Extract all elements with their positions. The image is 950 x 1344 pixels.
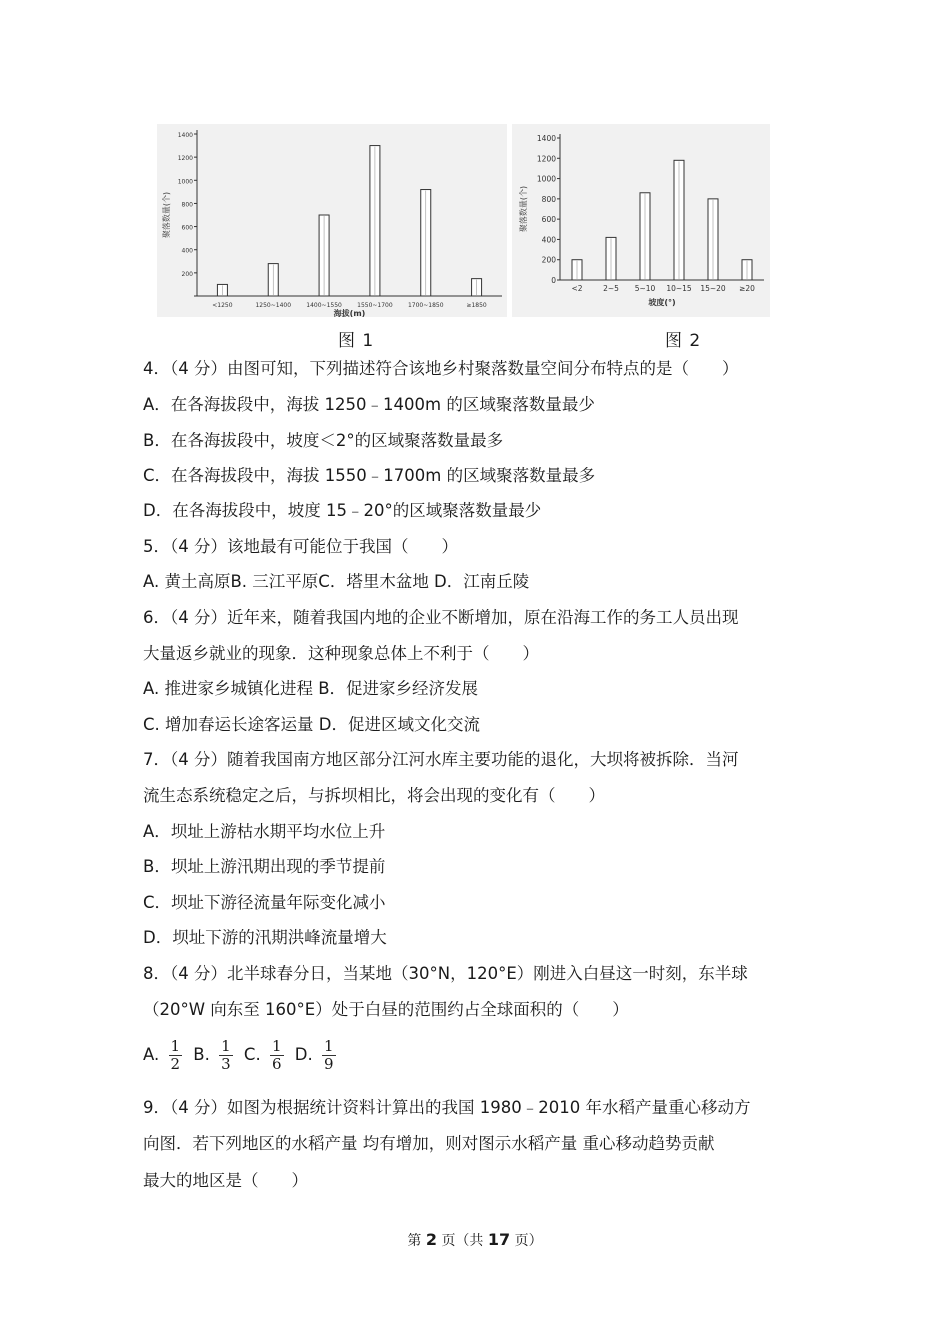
q9-stem-line3: 最大的地区是（ ）	[143, 1171, 308, 1190]
y-axis-label: 聚落数量(个)	[162, 191, 171, 239]
y-axis-label: 聚落数量(个)	[519, 185, 528, 233]
q6-stem-line1: 6．（4 分）近年来，随着我国内地的企业不断增加，原在沿海工作的务工人员出现	[143, 608, 739, 627]
figure-2-chart	[512, 124, 770, 317]
q8-option-b-fraction	[219, 1038, 233, 1073]
q8-option-a-fraction	[169, 1038, 183, 1073]
q8-option-c-numerator: 1	[271, 1037, 282, 1055]
q8-option-d-fraction	[322, 1038, 336, 1073]
x-tick-label: 2~5	[603, 284, 619, 293]
q8-option-b-numerator: 1	[221, 1037, 231, 1055]
q7-stem-line1: 7．（4 分）随着我国南方地区部分江河水库主要功能的退化，大坝将被拆除．当河	[143, 750, 739, 769]
figure-1-chart	[157, 124, 507, 317]
y-tick-label: 1400	[536, 134, 556, 143]
y-tick-label: 800	[541, 194, 556, 204]
x-axis-label: 坡度(°)	[648, 298, 676, 307]
q4-option-b: B．在各海拔段中，坡度＜2°的区域聚落数量最多	[143, 431, 504, 450]
footer-suffix: 页）	[514, 1233, 543, 1249]
q8-option-c-label: C.	[243, 1045, 261, 1064]
y-tick-label: 1000	[177, 178, 193, 186]
q6-options-ab: A. 推进家乡城镇化进程 B．促进家乡经济发展	[143, 679, 479, 698]
q4-option-c: C．在各海拔段中，海拔 1550﹣1700m 的区域聚落数量最多	[143, 466, 596, 485]
footer-prefix: 第	[407, 1233, 422, 1249]
q8-option-d-numerator: 1	[323, 1037, 334, 1055]
q8-options	[143, 1038, 342, 1073]
q8-option-b-label: B.	[193, 1045, 210, 1064]
y-tick-label: 400	[181, 247, 193, 255]
q8-option-c-fraction	[270, 1038, 284, 1073]
y-tick-label: 600	[541, 215, 556, 225]
q5-options: A. 黄土高原B. 三江平原C．塔里木盆地 D．江南丘陵	[143, 572, 530, 591]
y-tick-label: 200	[541, 255, 556, 265]
x-tick-label: <1250	[212, 302, 233, 309]
figure-1-caption: 图 1	[338, 331, 375, 351]
q7-option-b: B．坝址上游汛期出现的季节提前	[143, 857, 386, 876]
x-tick-label: ≥1850	[466, 302, 487, 309]
footer-total-pages: 17	[487, 1230, 511, 1249]
y-tick-label: 1400	[177, 132, 193, 139]
q8-option-b-denominator: 3	[221, 1055, 231, 1073]
footer-page-number: 2	[425, 1230, 437, 1249]
q8-option-a-label: A.	[143, 1045, 160, 1064]
q7-option-a: A．坝址上游枯水期平均水位上升	[143, 822, 386, 841]
x-tick-label: ≥20	[739, 284, 755, 293]
footer-mid: 页（共	[441, 1233, 484, 1249]
q8-option-d-denominator: 9	[323, 1055, 334, 1073]
q8-option-a-denominator: 2	[170, 1055, 181, 1073]
q9-stem-line1: 9．（4 分）如图为根据统计资料计算出的我国 1980﹣2010 年水稻产量重心移动方	[143, 1098, 751, 1117]
y-tick-label: 1000	[536, 174, 556, 184]
x-tick-label: 1400~1550	[306, 302, 342, 309]
x-tick-label: 1550~1700	[357, 302, 393, 309]
q4-option-a: A．在各海拔段中，海拔 1250﹣1400m 的区域聚落数量最少	[143, 395, 595, 414]
figure-2-svg	[512, 124, 770, 317]
x-tick-label: 1250~1400	[255, 302, 292, 309]
q4-stem: 4．（4 分）由图可知，下列描述符合该地乡村聚落数量空间分布特点的是（ ）	[143, 359, 739, 378]
y-tick-label: 0	[551, 276, 556, 285]
x-tick-label: 10~15	[666, 284, 692, 293]
y-tick-label: 400	[541, 235, 556, 245]
q7-option-d: D．坝址下游的汛期洪峰流量增大	[143, 928, 387, 947]
q9-stem-line2: 向图．若下列地区的水稻产量 均有增加，则对图示水稻产量 重心移动趋势贡献	[143, 1134, 715, 1153]
y-tick-label: 600	[181, 224, 193, 232]
page-footer	[0, 1230, 950, 1250]
q6-options-cd: C. 增加春运长途客运量 D．促进区域文化交流	[143, 715, 480, 734]
x-axis-label: 海拔(m)	[333, 309, 366, 317]
x-tick-label: 15~20	[700, 284, 726, 293]
q5-stem: 5．（4 分）该地最有可能位于我国（ ）	[143, 537, 458, 556]
y-tick-label: 800	[181, 201, 193, 209]
q8-option-c-denominator: 6	[271, 1055, 282, 1073]
q8-stem-line2: （20°W 向东至 160°E）处于白昼的范围约占全球面积的（ ）	[143, 1000, 629, 1019]
q7-option-c: C．坝址下游径流量年际变化减小	[143, 893, 386, 912]
y-tick-label: 200	[181, 270, 193, 278]
q8-option-d-label: D.	[294, 1045, 313, 1064]
q6-stem-line2: 大量返乡就业的现象．这种现象总体上不利于（ ）	[143, 644, 539, 663]
x-tick-label: 1700~1850	[407, 302, 444, 309]
q4-option-d: D．在各海拔段中，坡度 15﹣20°的区域聚落数量最少	[143, 501, 542, 520]
figure-2-caption: 图 2	[665, 331, 702, 351]
x-tick-label: <2	[571, 284, 583, 293]
q8-option-a-numerator: 1	[170, 1037, 181, 1055]
x-tick-label: 5~10	[634, 284, 656, 293]
q7-stem-line2: 流生态系统稳定之后，与拆坝相比，将会出现的变化有（ ）	[143, 786, 605, 805]
q8-stem-line1: 8．（4 分）北半球春分日，当某地（30°N，120°E）刚进入白昼这一时刻，东半球	[143, 964, 748, 983]
y-tick-label: 1200	[536, 154, 556, 164]
y-tick-label: 1200	[177, 155, 193, 163]
figure-1-svg	[157, 124, 507, 317]
